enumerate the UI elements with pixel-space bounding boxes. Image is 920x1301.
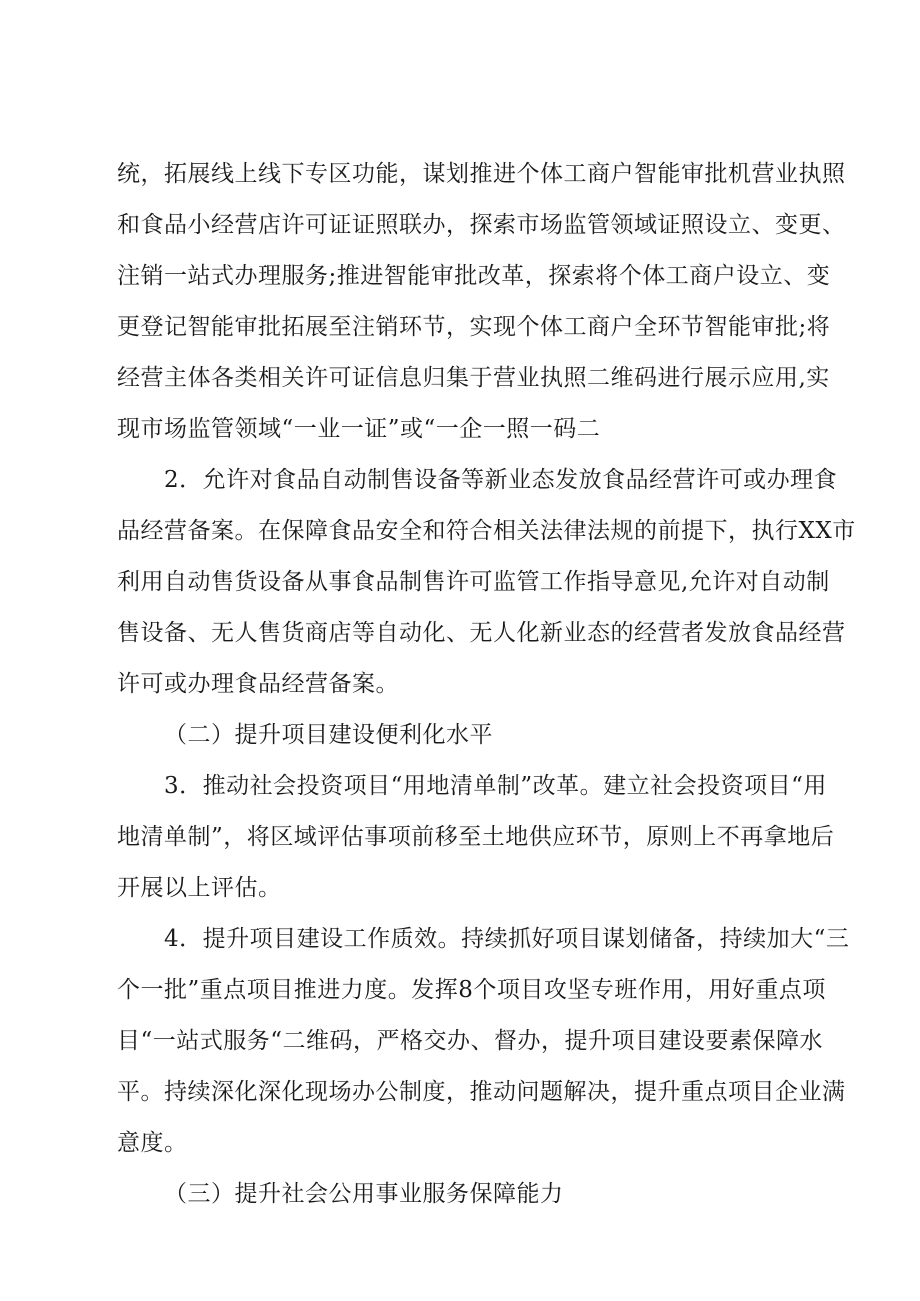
text-line: 和食品小经营店许可证证照联办，探索市场监管领域证照设立、变更、 bbox=[117, 212, 846, 238]
text-line: 售设备、无人售货商店等自动化、无人化新业态的经营者发放食品经营 bbox=[117, 620, 846, 646]
paragraph-4-line: 4．提升项目建设工作质效。持续抓好项目谋划储备，持续加大“三 bbox=[164, 926, 850, 952]
paragraph-3-line: 3．推动社会投资项目“用地清单制”改革。建立社会投资项目“用 bbox=[164, 773, 827, 799]
text-line: 意度。 bbox=[117, 1130, 188, 1156]
text-line: 经营主体各类相关许可证信息归集于营业执照二维码进行展示应用,实 bbox=[117, 365, 830, 391]
text-line: 地清单制”，将区域评估事项前移至土地供应环节，原则上不再拿地后 bbox=[117, 824, 835, 850]
paragraph-2-line: 2．允许对食品自动制售设备等新业态发放食品经营许可或办理食 bbox=[164, 467, 838, 493]
text-line: 品经营备案。在保障食品安全和符合相关法律法规的前提下，执行XX市 bbox=[117, 518, 856, 544]
text-line: 个一批”重点项目推进力度。发挥8个项目攻坚专班作用，用好重点项 bbox=[117, 977, 826, 1003]
text-line: 许可或办理食品经营备案。 bbox=[117, 671, 399, 697]
section-heading: （三）提升社会公用事业服务保障能力 bbox=[164, 1181, 564, 1207]
text-line: 更登记智能审批拓展至注销环节，实现个体工商户全环节智能审批;将 bbox=[117, 314, 831, 340]
text-line: 注销一站式办理服务;推进智能审批改革，探索将个体工商户设立、变 bbox=[117, 263, 831, 289]
text-line: 利用自动售货设备从事食品制售许可监管工作指导意见,允许对自动制 bbox=[117, 569, 830, 595]
section-heading: （二）提升项目建设便利化水平 bbox=[164, 722, 493, 748]
text-line: 平。持续深化深化现场办公制度，推动问题解决，提升重点项目企业满 bbox=[117, 1079, 846, 1105]
text-line: 开展以上评估。 bbox=[117, 875, 282, 901]
text-line: 目“一站式服务“二维码，严格交办、督办，提升项目建设要素保障水 bbox=[117, 1028, 824, 1054]
text-line: 现市场监管领域“一业一证”或“一企一照一码二 bbox=[117, 416, 601, 442]
text-line: 统，拓展线上线下专区功能，谋划推进个体工商户智能审批机营业执照 bbox=[117, 161, 846, 187]
